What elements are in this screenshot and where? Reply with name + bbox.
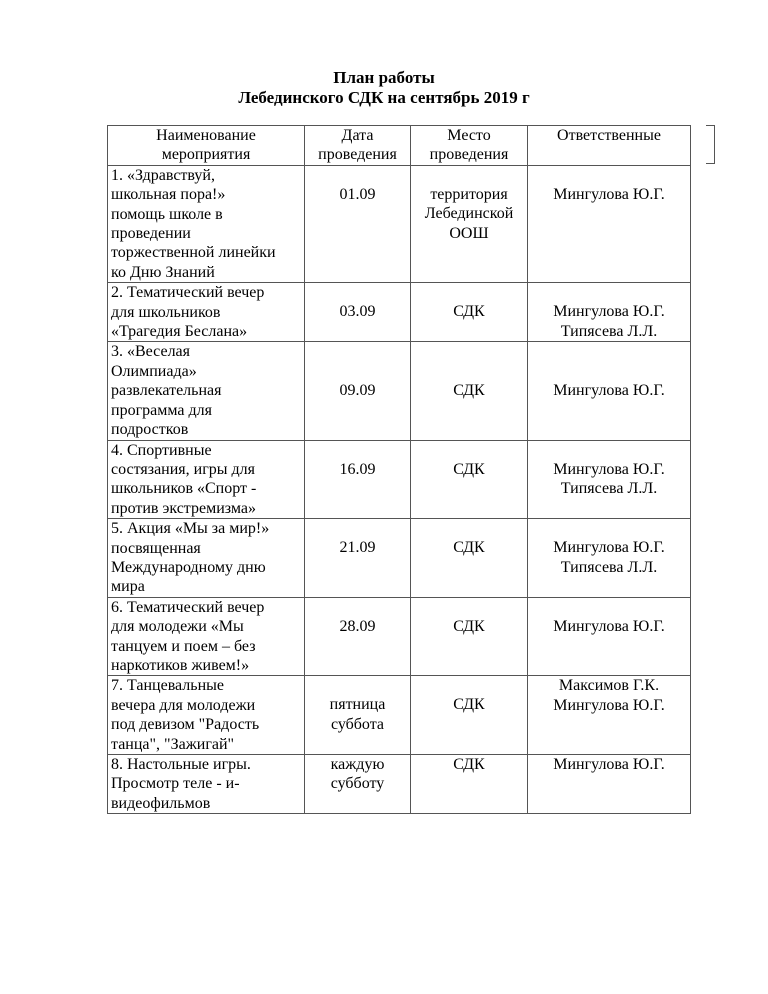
document-title: План работы [333,68,435,87]
cell-text-line: Место [447,127,491,144]
cell-text-line: проведения [318,146,397,164]
cell-text-line: СДК [453,539,485,557]
cell-text-line: Международному дню [111,558,266,576]
table-row [108,165,691,282]
cell-text-line: Типясева Л.Л. [560,558,658,576]
cell-text-line: Ответственные [557,127,661,144]
cell-text-line: 1. «Здравствуй, [111,166,215,184]
cell-responsible [528,283,691,342]
cell-text-line: СДК [453,756,485,773]
cell-text-line: для молодежи «Мы [111,618,244,636]
cell-text-line: танца", "Зажигай" [111,735,235,753]
cell-text-line: Мингулова Ю.Г. [553,382,665,400]
cell-text-line: Дата [341,127,374,144]
table-row [108,440,691,519]
cell-date [305,165,411,282]
cell-place [411,165,528,282]
table-row [108,519,691,598]
header-event-name [108,126,305,166]
cell-text-line: 3. «Веселая [111,343,191,361]
cell-text-line: Типясева Л.Л. [560,322,658,340]
document-subtitle: Лебединского СДК на сентябрь 2019 г [238,88,530,107]
cell-text-line: территория [430,185,508,203]
cell-text-line: Лебединской [424,205,514,223]
cell-text-line: проведения [429,146,509,164]
cell-responsible [528,440,691,519]
cell-text-line: помощь школе в [111,205,223,223]
table-row [108,755,691,814]
cell-date [305,519,411,598]
cell-text-line: Мингулова Ю.Г. [553,460,665,478]
cell-text-line: 09.09 [339,382,376,400]
cell-text-line: под девизом "Радость [111,716,260,734]
cell-text-line: каждую [330,756,385,773]
cell-text-line: танцуем и поем – без [111,637,256,655]
cell-date [305,283,411,342]
cell-text-line: программа для [111,401,212,419]
cell-event-name [108,342,305,440]
table-row [108,283,691,342]
cell-text-line: СДК [453,303,485,321]
header-border-extension [706,125,715,164]
cell-text-line: наркотиков живем!» [111,656,250,674]
cell-text-line: СДК [453,460,485,478]
cell-date [305,755,411,814]
cell-text-line: 01.09 [339,185,376,203]
cell-text-line: состязания, игры для [111,460,256,478]
cell-place [411,519,528,598]
cell-text-line: 28.09 [339,617,376,635]
cell-text-line: Наименование [156,127,256,144]
cell-text-line: СДК [453,617,485,635]
cell-place [411,676,528,755]
header-date [305,126,411,166]
cell-text-line: Мингулова Ю.Г. [553,756,665,773]
cell-event-name [108,283,305,342]
cell-text-line: школьников «Спорт - [111,480,257,498]
cell-text-line: ООШ [449,224,489,242]
cell-text-line: ко Дню Знаний [111,263,215,281]
cell-text-line: проведении [111,225,191,243]
header-responsible [528,126,691,166]
cell-text-line: 6. Тематический вечер [111,598,265,616]
cell-text-line: посвященная [111,539,201,557]
cell-date [305,342,411,440]
cell-text-line: подростков [111,421,189,439]
cell-text-line: 16.09 [339,460,376,478]
cell-event-name [108,165,305,282]
table-row [108,342,691,440]
cell-text-line: СДК [453,382,485,400]
cell-text-line: «Трагедия Беслана» [111,323,248,341]
cell-event-name [108,755,305,814]
cell-responsible [528,597,691,676]
plan-table [107,125,691,814]
cell-text-line: Просмотр теле - и- [111,775,240,793]
table-row [108,676,691,755]
cell-text-line: Мингулова Ю.Г. [553,303,665,321]
cell-event-name [108,597,305,676]
cell-text-line: развлекательная [111,382,222,400]
cell-text-line: Олимпиада» [111,362,197,380]
cell-date [305,676,411,755]
header-place [411,126,528,166]
cell-text-line: Типясева Л.Л. [560,479,658,497]
cell-place [411,342,528,440]
cell-text-line: 21.09 [339,539,376,557]
cell-text-line: 2. Тематический вечер [111,284,265,302]
cell-text-line: школьная пора!» [111,186,226,204]
cell-place [411,283,528,342]
cell-text-line: мира [111,578,145,596]
cell-text-line: вечера для молодежи [111,696,256,714]
cell-text-line: 7. Танцевальные [111,677,224,695]
cell-event-name [108,440,305,519]
cell-text-line: для школьников [111,303,221,321]
table-header-row [108,126,691,166]
cell-text-line: против экстремизма» [111,499,256,517]
cell-text-line: Мингулова Ю.Г. [553,539,665,557]
cell-place [411,597,528,676]
table-row [108,597,691,676]
cell-text-line: видеофильмов [111,794,211,812]
cell-text-line: пятница [329,696,386,714]
cell-text-line: суббота [330,715,385,733]
cell-event-name [108,519,305,598]
cell-text-line: СДК [453,696,485,714]
cell-text-line: 4. Спортивные [111,441,212,459]
cell-responsible [528,676,691,755]
cell-date [305,597,411,676]
cell-text-line: Мингулова Ю.Г. [553,696,665,714]
cell-text-line: Максимов Г.К. [558,677,660,695]
cell-text-line: торжественной линейки [111,244,276,262]
cell-date [305,440,411,519]
cell-text-line: субботу [330,775,385,793]
cell-place [411,755,528,814]
cell-responsible [528,342,691,440]
cell-text-line: 5. Акция «Мы за мир!» [111,520,270,538]
cell-place [411,440,528,519]
cell-text-line: Мингулова Ю.Г. [553,185,665,203]
cell-text-line: мероприятия [161,146,251,164]
cell-responsible [528,519,691,598]
cell-text-line: Мингулова Ю.Г. [553,617,665,635]
cell-responsible [528,755,691,814]
cell-responsible [528,165,691,282]
cell-event-name [108,676,305,755]
cell-text-line: 03.09 [339,303,376,321]
cell-text-line: 8. Настольные игры. [111,756,251,773]
